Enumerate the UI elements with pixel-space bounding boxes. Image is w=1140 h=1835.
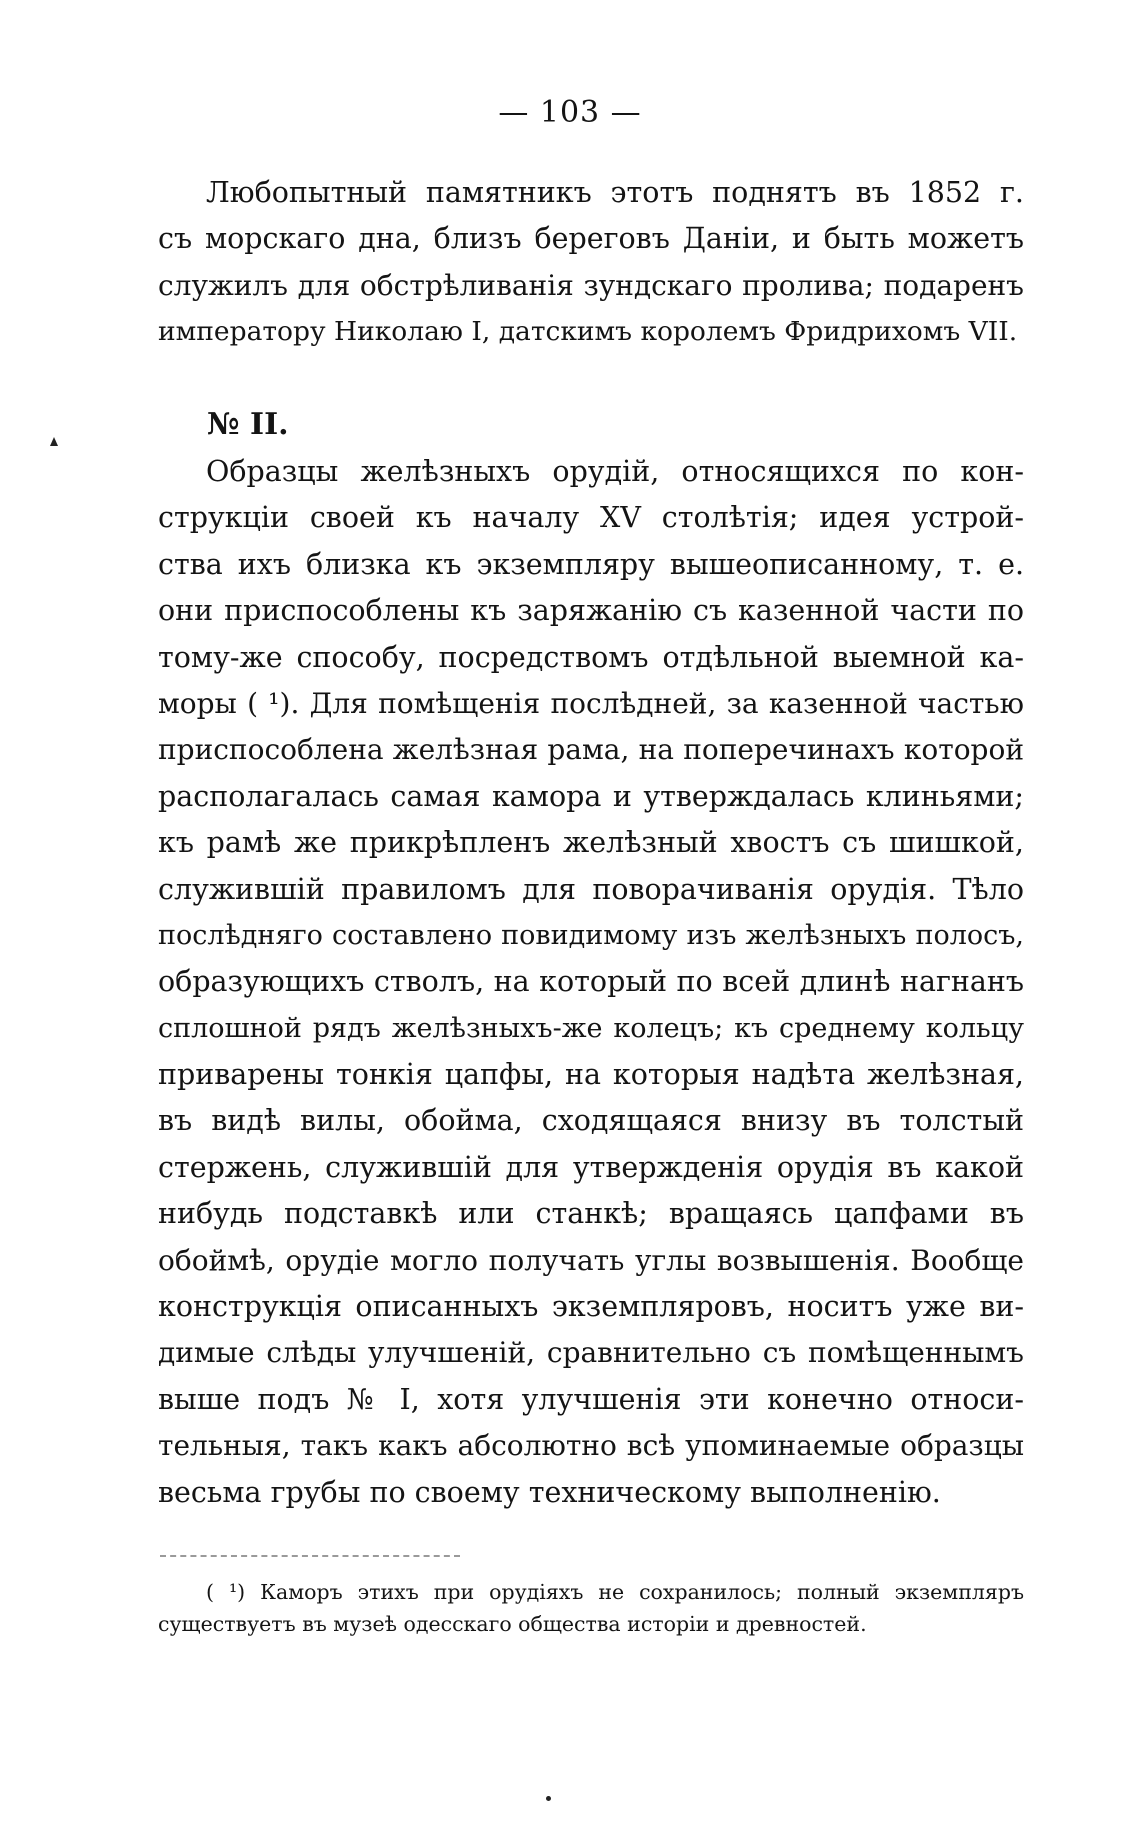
margin-mark bbox=[50, 437, 58, 446]
text-line: выше подъ № I, хотя улучшенія эти конечно относи- bbox=[158, 1382, 1024, 1416]
text-line: ства ихъ близка къ экземпляру вышеописанному, т. е. bbox=[158, 547, 1024, 581]
text-line: служившій правиломъ для поворачиванія орудія. Тѣло bbox=[158, 872, 1024, 906]
text-line: послѣдняго составлено повидимому изъ желѣзныхъ полосъ, bbox=[158, 919, 1024, 951]
page-number: — 103 — bbox=[498, 95, 642, 130]
footnote bbox=[158, 1576, 1024, 1640]
text-line: къ рамѣ же прикрѣпленъ желѣзный хвостъ съ шишкой, bbox=[158, 826, 1024, 860]
text-line: весьма грубы по своему техническому выполненію. bbox=[158, 1475, 941, 1509]
text-line: императору Николаю I, датскимъ королемъ Фридрихомъ VII. bbox=[158, 316, 1018, 348]
text-line: Образцы желѣзныхъ орудій, относящихся по кон- bbox=[206, 455, 1024, 488]
text-line: струкціи своей къ началу XV столѣтія; идея устрой- bbox=[158, 501, 1024, 535]
text-line: образующихъ стволъ, на который по всей длинѣ нагнанъ bbox=[158, 965, 1024, 999]
text-line: располагалась самая камора и утверждалась клиньями; bbox=[158, 779, 1024, 813]
text-line: стержень, служившій для утвержденія орудія въ какой bbox=[158, 1150, 1024, 1184]
paragraph-main bbox=[158, 449, 1024, 1516]
print-speck bbox=[546, 1796, 551, 1801]
text-line: въ видѣ вилы, обойма, сходящаяся внизу въ толстый bbox=[158, 1104, 1024, 1138]
text-line: сплошной рядъ желѣзныхъ-же колецъ; къ среднему кольцу bbox=[158, 1012, 1024, 1044]
text-line: приспособлена желѣзная рама, на поперечинахъ которой bbox=[158, 733, 1024, 767]
footnote-line: ( ¹) Каморъ этихъ при орудіяхъ не сохранилось; полный экземпляръ bbox=[206, 1580, 1024, 1604]
text-line: димые слѣды улучшеній, сравнительно съ помѣщеннымъ bbox=[158, 1336, 1024, 1370]
footnote-line: существуетъ въ музеѣ одесскаго общества исторіи и древностей. bbox=[158, 1612, 867, 1636]
text-line: обоймѣ, орудіе могло получать углы возвышенія. Вообще bbox=[158, 1243, 1024, 1277]
text-line: приварены тонкія цапфы, на которыя надѣта желѣзная, bbox=[158, 1058, 1024, 1092]
text-line: служилъ для обстрѣливанія зундскаго пролива; подаренъ bbox=[158, 268, 1024, 302]
text-line: Любопытный памятникъ этотъ поднятъ въ 1852 г. bbox=[206, 176, 1024, 209]
text-line: съ морскаго дна, близъ береговъ Даніи, и быть можетъ bbox=[158, 222, 1024, 256]
section-heading: № II. bbox=[207, 407, 289, 442]
text-line: тому-же способу, посредствомъ отдѣльной выемной ка- bbox=[158, 640, 1024, 674]
text-line: нибудь подставкѣ или станкѣ; вращаясь цапфами въ bbox=[158, 1197, 1024, 1231]
paragraph-intro bbox=[158, 170, 1024, 356]
text-line: тельныя, такъ какъ абсолютно всѣ упоминаемые образцы bbox=[158, 1429, 1024, 1463]
footnote-divider bbox=[160, 1555, 460, 1557]
text-line: конструкція описанныхъ экземпляровъ, носитъ уже ви- bbox=[158, 1290, 1024, 1324]
text-line: они приспособлены къ заряжанію съ казенной части по bbox=[158, 594, 1024, 628]
text-line: моры ( ¹). Для помѣщенія послѣдней, за казенной частью bbox=[158, 686, 1024, 720]
